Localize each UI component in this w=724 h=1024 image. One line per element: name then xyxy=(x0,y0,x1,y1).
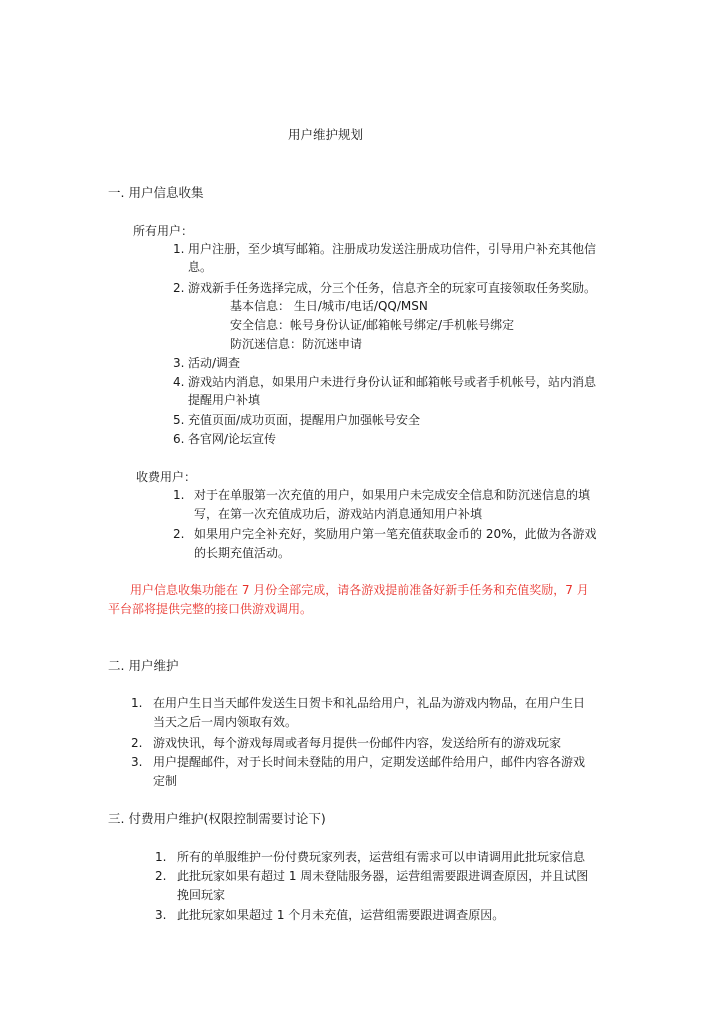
s2-item-1-line1: 在用户生日当天邮件发送生日贺卡和礼品给用户，礼品为游戏内物品，在用户生日 xyxy=(153,696,586,710)
s2-item-1-num: 1. xyxy=(131,696,143,710)
paying-item-1-line2: 写，在第一次充值成功后，游戏站内消息通知用户补填 xyxy=(194,507,483,521)
s1-item-6-num: 6. xyxy=(173,432,185,446)
all-users-label: 所有用户： xyxy=(133,224,194,238)
s1-item-4-line2: 提醒用户补填 xyxy=(188,393,261,407)
s2-item-2-num: 2. xyxy=(131,736,143,750)
s3-item-1-line1: 所有的单服维护一份付费玩家列表，运营组有需求可以申请调用此批玩家信息 xyxy=(177,850,586,864)
paying-users-label: 收费用户： xyxy=(136,470,197,484)
s3-item-1-num: 1. xyxy=(155,850,167,864)
security-info: 安全信息：帐号身份认证/邮箱帐号绑定/手机帐号绑定 xyxy=(230,318,515,332)
anti-addiction-info: 防沉迷信息：防沉迷申请 xyxy=(230,337,363,351)
s1-item-1-line2: 息。 xyxy=(188,260,213,274)
s2-item-3-line1: 用户提醒邮件，对于长时间未登陆的用户，定期发送邮件给用户，邮件内容各游戏 xyxy=(153,755,586,769)
section2-heading: 二. 用户维护 xyxy=(108,658,179,673)
s3-item-2-line2: 挽回玩家 xyxy=(177,888,226,902)
page-title: 用户维护规划 xyxy=(288,127,364,142)
s3-item-3-line1: 此批玩家如果超过 1 个月未充值，运营组需要跟进调查原因。 xyxy=(177,908,505,922)
s3-item-3-num: 3. xyxy=(155,908,167,922)
s2-item-3-num: 3. xyxy=(131,755,143,769)
s1-item-1-num: 1. xyxy=(173,242,185,256)
section1-heading: 一. 用户信息收集 xyxy=(108,185,204,200)
basic-info: 基本信息： 生日/城市/电话/QQ/MSN xyxy=(230,299,428,313)
s3-item-2-num: 2. xyxy=(155,869,167,883)
paying-item-1-num: 1. xyxy=(173,488,185,502)
s1-item-5-line1: 充值页面/成功页面，提醒用户加强帐号安全 xyxy=(188,413,421,427)
s2-item-2-line1: 游戏快讯，每个游戏每周或者每月提供一份邮件内容，发送给所有的游戏玩家 xyxy=(153,736,562,750)
s1-item-5-num: 5. xyxy=(173,413,185,427)
s1-item-1-line1: 用户注册，至少填写邮箱。注册成功发送注册成功信件，引导用户补充其他信 xyxy=(188,242,597,256)
paying-item-2-line2: 的长期充值活动。 xyxy=(194,546,291,560)
s1-item-4-line1: 游戏站内消息，如果用户未进行身份认证和邮箱帐号或者手机帐号，站内消息 xyxy=(188,375,597,389)
s1-item-3-num: 3. xyxy=(173,356,185,370)
s1-item-2-line1: 游戏新手任务选择完成，分三个任务，信息齐全的玩家可直接领取任务奖励。 xyxy=(188,281,597,295)
s2-item-1-line2: 当天之后一周内领取有效。 xyxy=(153,715,298,729)
s1-item-2-num: 2. xyxy=(173,281,185,295)
notice-line-2: 平台部将提供完整的接口供游戏调用。 xyxy=(108,602,313,616)
s1-item-3-line1: 活动/调查 xyxy=(188,356,241,370)
s1-item-6-line1: 各官网/论坛宣传 xyxy=(188,432,277,446)
s2-item-3-line2: 定制 xyxy=(153,774,178,788)
s1-item-4-num: 4. xyxy=(173,375,185,389)
s3-item-2-line1: 此批玩家如果有超过 1 周未登陆服务器，运营组需要跟进调查原因，并且试图 xyxy=(177,869,589,883)
section3-heading: 三. 付费用户维护(权限控制需要讨论下) xyxy=(108,811,326,826)
paying-item-2-num: 2. xyxy=(173,527,185,541)
paying-item-2-line1: 如果用户完全补充好，奖励用户第一笔充值获取金币的 20%，此做为各游戏 xyxy=(194,527,597,541)
paying-item-1-line1: 对于在单服第一次充值的用户，如果用户未完成安全信息和防沉迷信息的填 xyxy=(194,488,591,502)
notice-line-1: 用户信息收集功能在 7 月份全部完成，请各游戏提前准备好新手任务和充值奖励，7 月 xyxy=(130,583,589,597)
